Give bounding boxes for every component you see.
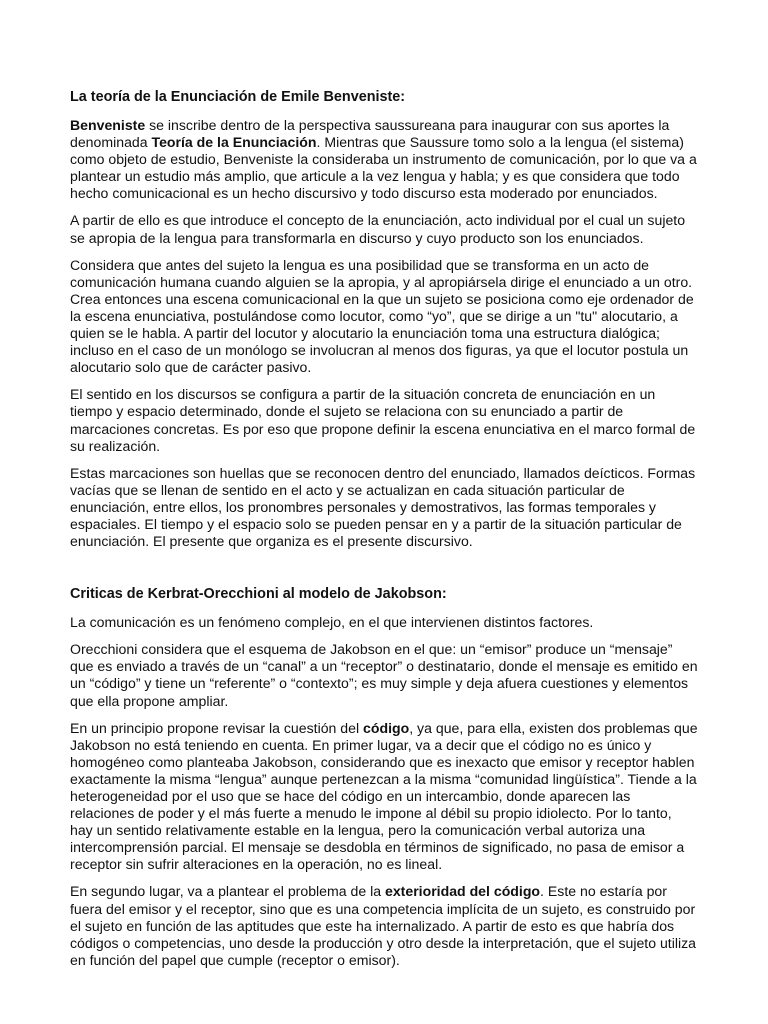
paragraph bbox=[70, 883, 698, 968]
paragraph: El sentido en los discursos se configura a partir de la situación concreta de enunciación en un tiempo y espacio determinado, donde el sujeto se relaciona con su enunciado a partir de marcaciones concretas. Es por eso que propone definir la escena enunciativa en el marco formal de su realización. bbox=[70, 386, 696, 454]
paragraph-text: En un principio propone revisar la cuestión del bbox=[70, 719, 364, 736]
paragraph: Considera que antes del sujeto la lengua es una posibilidad que se transforma en un acto de comunicación humana cuando alguien se la apropia, y al apropiársela dirige el enunciado a un otro. Crea entonces una escena comunicacional en la que un sujeto se posiciona como eje ordenador de la escena enunciativa, postulándose como locutor, como “yo”, que se dirige a un "tu" alocutario, a quien se le habla. A partir del locutor y alocutario la enunciación toma una estructura dialógica; incluso en el caso de un monólogo se involucran al menos dos figuras, ya que el locutor postula un alocutario solo que de carácter pasivo. bbox=[70, 256, 694, 376]
paragraph bbox=[70, 720, 698, 874]
section-benveniste bbox=[70, 88, 698, 550]
bold-term: código bbox=[363, 719, 410, 736]
section-heading: Criticas de Kerbrat-Orecchioni al modelo de Jakobson: bbox=[70, 586, 447, 603]
paragraph-text: , ya que, para ella, existen dos problemas que Jakobson no está teniendo en cuenta. En primer lugar, va a decir que el código no es único y homogéneo como planteaba Jakobson, considerando que es inexacto que emisor y receptor hablen exactamente la misma “lengua” aunque pertenezcan a la misma “comunidad lingüística”. Tiende a la heterogeneidad por el uso que se hace del código en un intercambio, donde aparecen las relaciones de poder y el más fuerte a menudo le impone al débil su propio idiolecto. Por lo tanto, hay un sentido relativamente estable en la lengua, pero la comunicación verbal autoriza una intercomprensión parcial. El mensaje se desdobla en términos de significado, no pasa de emisor a receptor sin sufrir alteraciones en la operación, no es lineal. bbox=[70, 719, 698, 873]
bold-term: Teoría de la Enunciación bbox=[151, 134, 317, 151]
paragraph-text: En segundo lugar, va a plantear el problema de la bbox=[70, 883, 385, 900]
paragraph-text: se inscribe dentro de la perspectiva saussureana para inaugurar con sus aportes la denominada bbox=[70, 117, 670, 151]
paragraph: Estas marcaciones son huellas que se reconocen dentro del enunciado, llamados deícticos. Formas vacías que se llenan de sentido en el acto y se actualizan en cada situación particular de enunciación, entre ellos, los pronombres personales y demostrativos, las formas temporales y espaciales. El tiempo y el espacio solo se pueden pensar en y a partir de la situación particular de enunciación. El presente que organiza es el presente discursivo. bbox=[70, 464, 696, 550]
paragraph-text: . Mientras que Saussure tomo solo a la lengua (el sistema) como objeto de estudio, Benveniste la consideraba un instrumento de comunicación, por lo que va a plantear un estudio más amplio, que articule a la vez lengua y habla; y es que considera que todo hecho comunicacional es un hecho discursivo y todo discurso esta moderado por enunciados. bbox=[70, 134, 697, 202]
section-kerbrat-orecchioni bbox=[70, 585, 698, 969]
paragraph: Orecchioni considera que el esquema de Jakobson en el que: un “emisor” produce un “mensaje” que es enviado a través de un “canal” a un “receptor” o destinatario, donde el mensaje es emitido en un “código” y tiene un “referente” o “contexto”; es muy simple y deja afuera cuestiones y elementos que ella propone ampliar. bbox=[70, 641, 698, 709]
paragraph: La comunicación es un fenómeno complejo, en el que intervienen distintos factores. bbox=[70, 614, 594, 631]
bold-term: exterioridad del código bbox=[384, 883, 541, 900]
paragraph-text: . Este no estaría por fuera del emisor y el receptor, sino que es una competencia implícita de un sujeto, es construido por el sujeto en función de las aptitudes que este ha internalizado. A partir de esto es que habría dos códigos o competencias, uno desde la producción y otro desde la interpretación, que el sujeto utiliza en función del papel que cumple (receptor o emisor). bbox=[70, 883, 696, 968]
bold-term: Benveniste bbox=[70, 117, 146, 133]
paragraph: A partir de ello es que introduce el concepto de la enunciación, acto individual por el cual un sujeto se apropia de la lengua para transformarla en discurso y cuyo producto son los enunciados. bbox=[70, 212, 686, 246]
paragraph bbox=[70, 117, 698, 202]
section-heading: La teoría de la Enunciación de Emile Benveniste: bbox=[70, 89, 406, 105]
